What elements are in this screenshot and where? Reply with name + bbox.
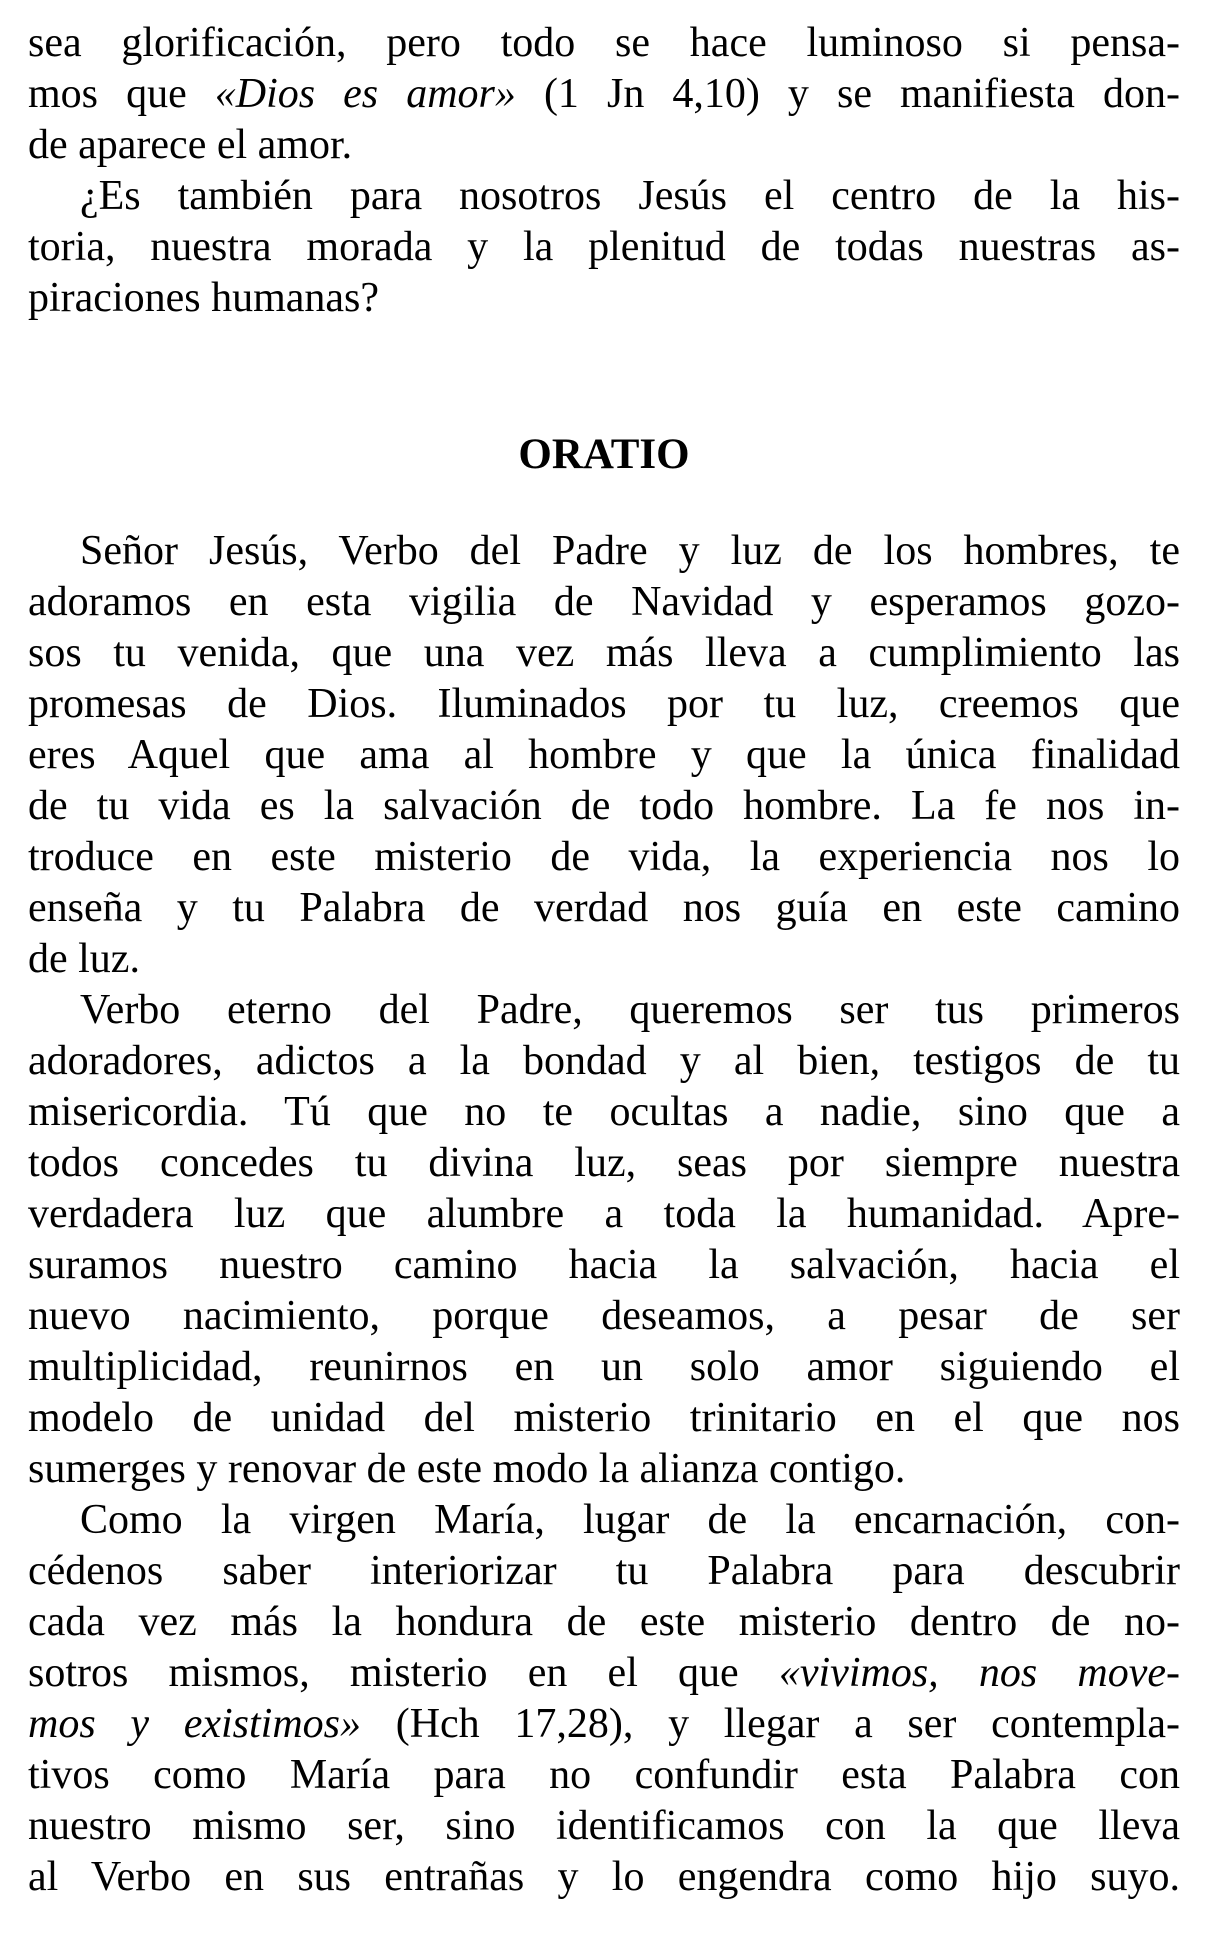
text-line: enseña y tu Palabra de verdad nos guía en este camino	[28, 885, 1180, 931]
section-heading: ORATIO	[518, 431, 690, 478]
intro-paragraph-2	[28, 171, 1180, 324]
text-line: todos concedes tu divina luz, seas por siempre nuestra	[28, 1140, 1180, 1186]
text-line: de luz.	[28, 936, 140, 982]
text-line: Como la virgen María, lugar de la encarnación, con-	[80, 1497, 1180, 1543]
intro-paragraph-1	[28, 18, 1180, 171]
text-line: verdadera luz que alumbre a toda la humanidad. Apre-	[28, 1191, 1180, 1237]
text-line: nuevo nacimiento, porque deseamos, a pesar de ser	[28, 1293, 1180, 1339]
text-line: modelo de unidad del misterio trinitario en el que nos	[28, 1395, 1180, 1441]
text-line: misericordia. Tú que no te ocultas a nadie, sino que a	[28, 1089, 1180, 1135]
oratio-paragraph-3	[28, 1495, 1180, 1903]
text-run: (Hch 17,28), y llegar a ser contempla-	[361, 1701, 1180, 1747]
text-line: toria, nuestra morada y la plenitud de todas nuestras as-	[28, 224, 1180, 270]
text-line: promesas de Dios. Iluminados por tu luz, creemos que	[28, 681, 1180, 727]
text-line: eres Aquel que ama al hombre y que la única finalidad	[28, 732, 1180, 778]
text-line: troduce en este misterio de vida, la experiencia nos lo	[28, 834, 1180, 880]
text-run: sotros mismos, misterio en el que	[28, 1650, 779, 1696]
text-line: de tu vida es la salvación de todo hombre. La fe nos in-	[28, 783, 1180, 829]
text-line: suramos nuestro camino hacia la salvación, hacia el	[28, 1242, 1180, 1288]
text-line: tivos como María para no confundir esta Palabra con	[28, 1752, 1180, 1798]
document-page	[28, 18, 1180, 1903]
text-line: multiplicidad, reunirnos en un solo amor siguiendo el	[28, 1344, 1180, 1390]
text-line: ¿Es también para nosotros Jesús el centro de la his-	[80, 173, 1180, 219]
text-line: Señor Jesús, Verbo del Padre y luz de los hombres, te	[80, 528, 1180, 574]
text-line: sea glorificación, pero todo se hace luminoso si pensa-	[28, 20, 1180, 66]
text-line: de aparece el amor.	[28, 122, 353, 168]
text-line: piraciones humanas?	[28, 275, 380, 321]
text-line: cada vez más la hondura de este misterio dentro de no-	[28, 1599, 1180, 1645]
text-run: mos que	[28, 71, 215, 117]
text-line: cédenos saber interiorizar tu Palabra para descubrir	[28, 1548, 1180, 1594]
oratio-paragraph-2	[28, 985, 1180, 1495]
scripture-quote: «vivimos, nos move-	[778, 1650, 1180, 1696]
text-line: adoramos en esta vigilia de Navidad y esperamos gozo-	[28, 579, 1180, 625]
scripture-quote: mos y existimos»	[28, 1701, 362, 1747]
text-line: Verbo eterno del Padre, queremos ser tus primeros	[80, 987, 1180, 1033]
text-line: adoradores, adictos a la bondad y al bien, testigos de tu	[28, 1038, 1180, 1084]
text-line	[28, 69, 1180, 120]
text-line	[28, 1699, 1180, 1750]
text-line	[28, 1648, 1180, 1699]
scripture-quote: «Dios es amor»	[214, 71, 516, 117]
text-line: sos tu venida, que una vez más lleva a cumplimiento las	[28, 630, 1180, 676]
text-line: nuestro mismo ser, sino identificamos con la que lleva	[28, 1803, 1180, 1849]
text-line: sumerges y renovar de este modo la alianza contigo.	[28, 1446, 906, 1492]
text-line: al Verbo en sus entrañas y lo engendra como hijo suyo.	[28, 1854, 1180, 1900]
text-run: (1 Jn 4,10) y se manifiesta don-	[515, 71, 1180, 117]
oratio-paragraph-1	[28, 526, 1180, 985]
